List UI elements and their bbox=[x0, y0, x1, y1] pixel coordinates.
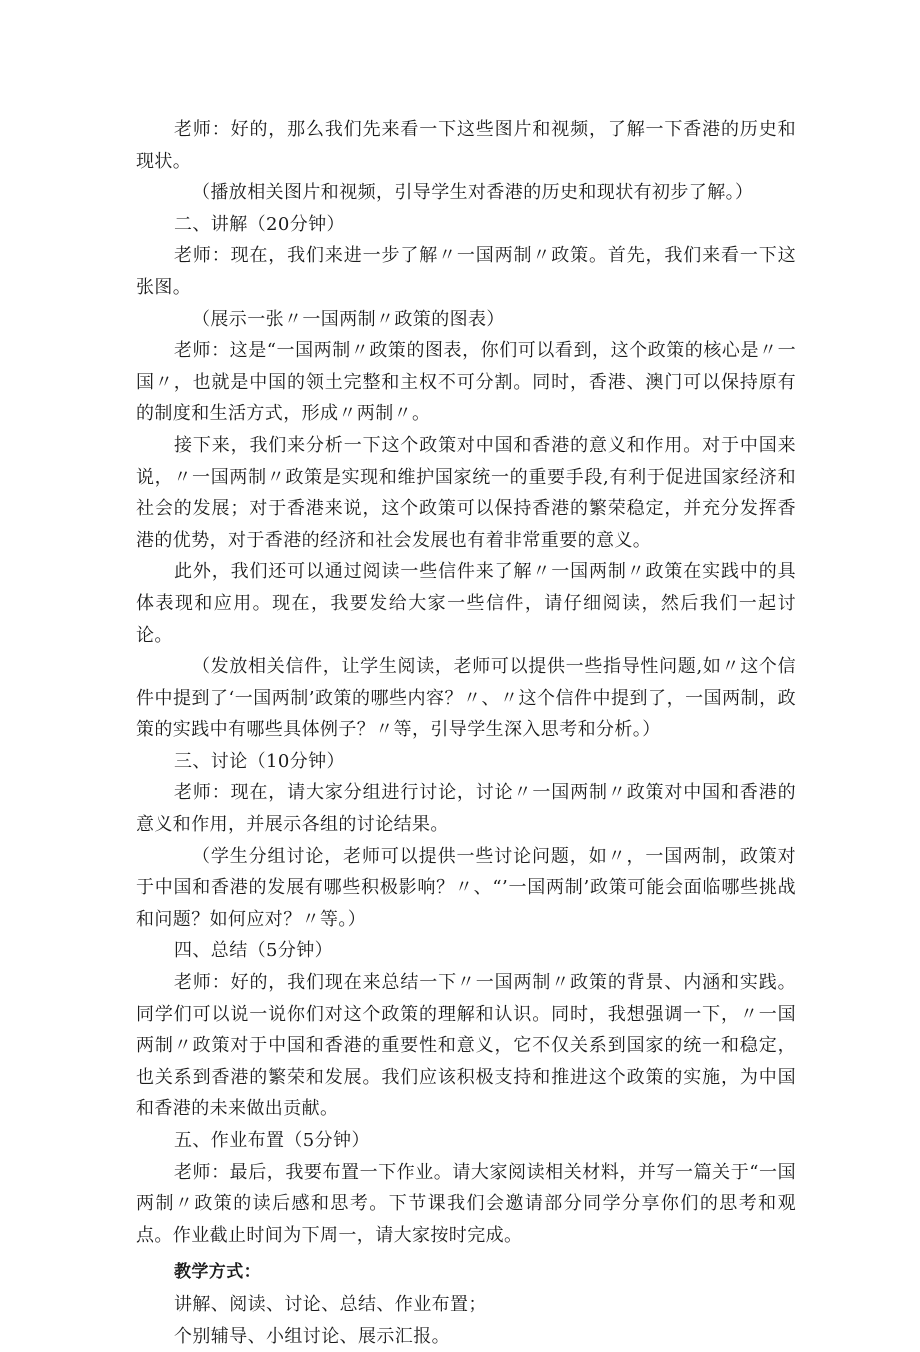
paragraph: 老师：现在，请大家分组进行讨论，讨论〃一国两制〃政策对中国和香港的意义和作用，并展示各组的讨论结果。 bbox=[136, 782, 796, 836]
paragraph: 老师：最后，我要布置一下作业。请大家阅读相关材料，并写一篇关于“一国两制〃政策的读后感和思考。下节课我们会邀请部分同学分享你们的思考和观点。作业截止时间为下周一，请大家按时完成。 bbox=[136, 1161, 796, 1246]
section-heading: 四、总结（5分钟） bbox=[174, 940, 334, 962]
section-heading: 三、讨论（10分钟） bbox=[174, 750, 345, 772]
stage-note: （学生分组讨论，老师可以提供一些讨论问题，如〃，一国两制，政策对于中国和香港的发展有哪些积极影响？〃、“’一国两制’政策可能会面临哪些挑战和问题？如何应对？〃等。） bbox=[136, 845, 796, 930]
teaching-method-line: 个别辅导、小组讨论、展示汇报。 bbox=[174, 1325, 450, 1347]
section-heading: 五、作业布置（5分钟） bbox=[174, 1130, 370, 1151]
stage-note: （发放相关信件，让学生阅读，老师可以提供一些指导性问题,如〃这个信件中提到了‘一国两制’政策的哪些内容？〃、〃这个信件中提到了，一国两制，政策的实践中有哪些具体例子？〃等，引导学生深入思考和分析。） bbox=[136, 656, 796, 741]
paragraph: 老师：好的，那么我们先来看一下这些图片和视频，了解一下香港的历史和现状。 bbox=[136, 119, 796, 172]
paragraph: 老师：这是“一国两制〃政策的图表，你们可以看到，这个政策的核心是〃一国〃，也就是中国的领土完整和主权不可分割。同时，香港、澳门可以保持原有的制度和生活方式，形成〃两制〃。 bbox=[136, 340, 796, 425]
teaching-method-title: 教学方式： bbox=[174, 1262, 261, 1283]
document-page bbox=[136, 114, 796, 1352]
paragraph: 此外，我们还可以通过阅读一些信件来了解〃一国两制〃政策在实践中的具体表现和应用。现在，我要发给大家一些信件，请仔细阅读，然后我们一起讨论。 bbox=[136, 561, 796, 646]
paragraph: 老师：现在，我们来进一步了解〃一国两制〃政策。首先，我们来看一下这张图。 bbox=[136, 245, 796, 298]
teaching-method-line: 讲解、阅读、讨论、总结、作业布置； bbox=[174, 1293, 487, 1315]
stage-note: （播放相关图片和视频，引导学生对香港的历史和现状有初步了解。） bbox=[192, 182, 754, 204]
stage-note: （展示一张〃一国两制〃政策的图表） bbox=[192, 308, 505, 330]
paragraph: 接下来，我们来分析一下这个政策对中国和香港的意义和作用。对于中国来说，〃一国两制〃政策是实现和维护国家统一的重要手段,有利于促进国家经济和社会的发展；对于香港来说，这个政策可以保持香港的繁荣稳定，并充分发挥香港的优势，对于香港的经济和社会发展也有着非常重要的意义。 bbox=[136, 434, 796, 551]
paragraph: 老师：好的，我们现在来总结一下〃一国两制〃政策的背景、内涵和实践。同学们可以说一说你们对这个政策的理解和认识。同时，我想强调一下，〃一国两制〃政策对于中国和香港的重要性和意义，它不仅关系到国家的统一和稳定，也关系到香港的繁荣和发展。我们应该积极支持和推进这个政策的实施，为中国和香港的未来做出贡献。 bbox=[136, 972, 796, 1120]
section-heading: 二、讲解（20分钟） bbox=[174, 213, 345, 235]
